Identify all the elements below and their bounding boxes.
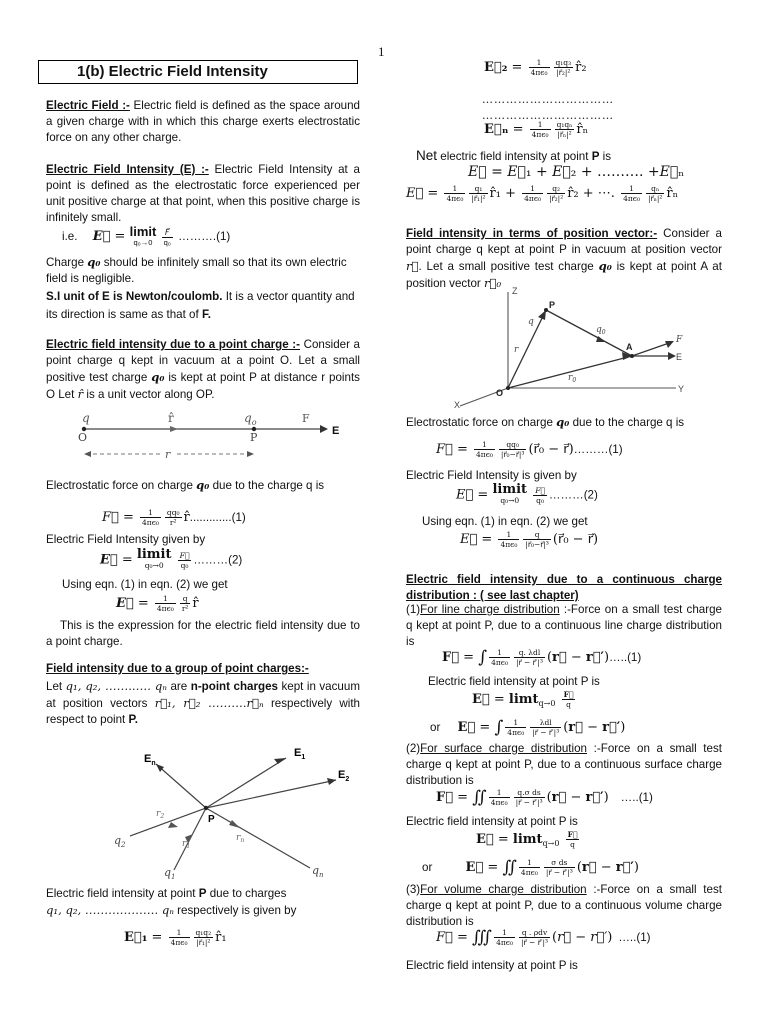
- pos-limit-tag: ………(2): [548, 488, 598, 502]
- net-field-line: [416, 148, 611, 165]
- group-rn-label: $r_n$: [236, 833, 245, 844]
- line-charge-text: :-Force on a small test charge q kept at point P, due to a continuous line charge distribution is: [406, 603, 722, 648]
- diagram-q-label: q: [82, 411, 90, 425]
- dots-line-1: ……………………………: [482, 93, 614, 106]
- group-r2-label: $r_2$: [156, 809, 165, 820]
- force-line-b: due to the charge q is: [212, 479, 325, 492]
- volume-charge-text: :-Force on a small test charge q kept at point P, due to a continuous volume charge distribution is: [406, 883, 722, 928]
- surface-field-equation: or E⃗ = ∬ $\frac{1}{\text{4πϵ₀}}$ $\frac{\text{σ ds}}{\text{|r⃗ − r⃗′|³}}$ (r⃗ − r⃗′): [422, 857, 639, 878]
- position-text-a: Consider a point charge q kept at point P in vacuum at position vector: [406, 227, 722, 256]
- due-to-paragraph: Electric field intensity at point P due to charges q₁, q₂, ………………. qₙ respectively is given by: [46, 887, 297, 917]
- volume-force-equation: F⃗ = ∭ $\frac{1}{\text{4πϵ₀}}$ $\frac{\text{q . ρdv}}{\text{|r⃗ − r⃗′|³}}$ (r⃗ − r⃗′) …..(1): [436, 927, 651, 948]
- line-field-equation: or E⃗ = ∫ $\frac{1}{\text{4πϵ₀}}$ $\frac{\text{λdl}}{\text{|r⃗ − r⃗′|³}}$ (r⃗ − r⃗′): [430, 717, 626, 738]
- volume-num: (3): [406, 883, 421, 896]
- diagram-r-label: r: [165, 448, 171, 461]
- diagram-rhat-label: r̂: [168, 411, 174, 425]
- group-E2-label: $E_2$: [338, 769, 350, 783]
- due-to-b: due to charges: [209, 887, 287, 900]
- group-E1-label: $E_1$: [294, 747, 306, 761]
- due-to-P: P: [198, 887, 207, 900]
- point-charge-heading: Electric field intensity due to a point charge :-: [46, 338, 300, 351]
- superposition-equation: E⃗ = E⃗₁ + E⃗₂ + ………. +E⃗ₙ: [468, 164, 685, 180]
- position-text-b: . Let a small positive test charge: [418, 260, 594, 273]
- charge-note: Charge q₀ should be infinitely small so that its own electric field is negligible.: [46, 255, 347, 285]
- position-vector-paragraph: Field intensity in terms of position vector:- Consider a point charge q kept at point P in vacuum at position vector r⃗. Let a small positive test charge q₀ is kept at point A at position vector r⃗₀: [406, 227, 722, 290]
- En-equation: E⃗ₙ = $\frac{1}{\text{4πϵ₀}}$ $\frac{\text{q₁qₙ}}{\text{|r⃗ₙ|²}}$ r̂ₙ: [484, 120, 589, 139]
- pos-q-label: q: [528, 317, 534, 327]
- electric-field-heading: Electric Field :-: [46, 99, 130, 112]
- section-title: 1(b) Electric Field Intensity: [38, 60, 358, 84]
- line-charge-label: For line charge distribution: [420, 603, 560, 616]
- diagram-P-label: P: [250, 431, 258, 444]
- pos-Y-label: Y: [678, 384, 685, 394]
- pos-using-line: Using eqn. (1) in eqn. (2) we get: [422, 515, 588, 528]
- surface-or: or: [422, 861, 433, 874]
- surface-force-tag: …..(1): [620, 791, 653, 804]
- line-force-equation: F⃗ = ∫ $\frac{1}{\text{4πϵ₀}}$ $\frac{\text{q. λdl}}{\text{|r⃗ − r⃗′|³}}$ (r⃗ − r⃗′)…..(1): [442, 647, 642, 668]
- point-charge-line-diagram: [76, 408, 366, 472]
- dots-line-2: ……………………………: [482, 109, 614, 122]
- pos-force-line: Electrostatic force on charge q₀ due to the charge q is: [406, 415, 685, 429]
- efi-paragraph: [46, 162, 360, 226]
- diagram-arrowhead: [320, 425, 328, 433]
- si-unit-F: F.: [201, 308, 211, 321]
- volume-efi-at-P: Electric field intensity at point P is: [406, 959, 578, 972]
- due-to-c: respectively is given by: [177, 904, 297, 917]
- pos-given-line: Electric Field Intensity is given by: [406, 469, 577, 482]
- surface-efi-at-P: Electric field intensity at point P is: [406, 815, 578, 828]
- line-efi-at-P: Electric field intensity at point P is: [428, 675, 600, 688]
- continuous-heading-text: Electric field intensity due to a continuous charge distribution : ( see last chapter): [406, 573, 722, 602]
- arrow-En: [156, 764, 206, 808]
- group-heading: [46, 661, 309, 677]
- volume-force-tag: …..(1): [618, 931, 651, 944]
- group-text-c: kept in vacuum at position vectors: [46, 680, 360, 710]
- diagram-F-label: F: [302, 412, 310, 425]
- pos-P-label: P: [549, 300, 556, 310]
- pos-r-label: r: [514, 345, 519, 355]
- pos-limit-equation: E⃗ = limit q₀→0 $\frac{F⃗}{\text{q₀}}$ ………(2): [456, 482, 598, 505]
- diagram-unit-arrow: [170, 426, 178, 432]
- pos-field-equation: E⃗ = $\frac{1}{\text{4πϵ₀}}$ $\frac{q}{\text{|r⃗₀−r⃗|³}}$ (r⃗₀ − r⃗): [460, 530, 599, 549]
- efi-heading: Electric Field Intensity (E) :-: [46, 163, 209, 176]
- due-to-a: Electric field intensity at point: [46, 887, 196, 900]
- si-unit-paragraph: [46, 288, 360, 324]
- continuous-heading: [406, 572, 722, 604]
- position-text-c: is kept at point A at position vector: [406, 260, 722, 290]
- group-npoint: n-point charges: [190, 680, 278, 693]
- group-P: P.: [128, 713, 138, 726]
- efi-definition-equation: i.e. E⃗ = limit q₀→0 $\frac{F⃗}{\text{q₀}}$ ……….(1): [62, 224, 231, 247]
- surface-charge-text: :-Force on a small test charge q kept at point P, due to a continuous surface charge distribution is: [406, 742, 722, 787]
- surface-charge-label: For surface charge distribution: [420, 742, 588, 755]
- position-vector-diagram: [446, 284, 716, 410]
- group-text-d: respectively with respect to point: [46, 697, 360, 726]
- line-or: or: [430, 721, 441, 734]
- eq1-tag: ……….(1): [178, 230, 231, 244]
- pos-force-a: Electrostatic force on charge: [406, 416, 553, 429]
- net-P: P: [591, 150, 600, 163]
- vector-P-to-A: [546, 310, 632, 356]
- point-charge-text-c: is a unit vector along OP.: [86, 388, 215, 401]
- group-P-label: P: [208, 814, 215, 825]
- vector-r0: [508, 356, 632, 388]
- net-text: electric field intensity at point: [440, 150, 589, 163]
- line-r2: [130, 808, 206, 836]
- force-line-a: Electrostatic force on charge: [46, 479, 193, 492]
- net-field-expanded-equation: E⃗ = $\frac{1}{\text{4πϵ₀}}$ $\frac{\text{q₁}}{\text{|r⃗₁|²}}$ r̂₁ + $\frac{1}{\text{4πϵ₀}}$ $\frac{\text{q₂}}{\text{|r⃗₂|²}}$ r̂₂ + ⋯. $\frac{1}{\text{4πϵ₀}}$ $\frac{\text{qₙ}}{\text{|r⃗ₙ|²}}$ r̂ₙ: [406, 184, 679, 203]
- volume-charge-paragraph: [406, 882, 722, 930]
- group-qn-label: $q_n$: [312, 864, 324, 879]
- field-limit-equation: E⃗ = limit q₀→0 $\frac{F⃗}{\text{q₀}}$ ………(2): [100, 547, 243, 570]
- surface-num: (2): [406, 742, 421, 755]
- net-word: Net: [416, 148, 438, 163]
- pos-force-tag: ………(1): [573, 443, 623, 456]
- coulomb-force-equation: F⃗ = $\frac{1}{\text{4πϵ₀}}$ $\frac{\text{qq₀}}{\text{r²}}$ r̂.............(1): [102, 508, 246, 527]
- pos-X-label: X: [454, 400, 461, 410]
- point-charge-text-b: is kept at point P at distance r points O Let: [46, 371, 360, 401]
- pos-O-label: O: [496, 388, 504, 398]
- group-heading-text: Field intensity due to a group of point charges:-: [46, 662, 309, 675]
- pos-r0-label: $r_0$: [568, 373, 577, 384]
- point-charge-text-a: Consider a point charge q kept in vacuum at a point O. Let a small positive test charge: [46, 338, 360, 384]
- surface-limit-equation: E⃗ = limt$_{q\to 0}$ $\frac{F⃗}{q}$: [476, 830, 578, 849]
- si-unit-heading: S.I unit of E is Newton/coulomb.: [46, 290, 223, 303]
- E1-equation: E⃗₁ = $\frac{1}{\text{4πϵ₀}}$ $\frac{\text{q₁q₂}}{\text{|r⃗₁|²}}$ r̂₁: [124, 928, 227, 947]
- group-charges-diagram: [86, 740, 356, 880]
- diagram-O-label: O: [78, 431, 88, 444]
- group-paragraph: Let q₁, q₂, ……..…. qₙ are n-point charges kept in vacuum at position vectors r⃗₁, r⃗₂ ……….r⃗ₙ respectively with respect to point P.: [46, 679, 360, 726]
- group-q1-label: $q_1$: [164, 866, 176, 880]
- pos-E-label: E: [676, 352, 683, 362]
- pos-force-b: due to the charge q is: [572, 416, 685, 429]
- line-num: (1): [406, 603, 421, 616]
- line-charge-paragraph: [406, 602, 722, 650]
- surface-charge-paragraph: [406, 741, 722, 789]
- si-unit-text: It is a vector quantity and its direction is same as that of: [46, 290, 355, 321]
- group-text-a: Let: [46, 680, 63, 693]
- pos-force-equation: F⃗ = $\frac{1}{\text{4πϵ₀}}$ $\frac{\text{qq₀}}{\text{|r⃗₀−r⃗|³}}$ (r⃗₀ − r⃗)………(1): [436, 440, 623, 459]
- arrow-E2: [206, 780, 336, 808]
- field-limit-tag: ………(2): [193, 553, 243, 567]
- pos-A-label: A: [626, 342, 633, 352]
- point-charge-paragraph: Electric field intensity due to a point charge :- Consider a point charge q kept in vacuum at a point O. Let a small positive test charge q₀ is kept at point P at distance r points O Let r̂ is a unit vector along OP.: [46, 338, 360, 401]
- ie-label: i.e.: [62, 230, 78, 244]
- E2-equation: E⃗₂ = $\frac{1}{\text{4πϵ₀}}$ $\frac{\text{q₁q₃}}{\text{|r⃗₂|²}}$ r̂₂: [484, 58, 587, 77]
- expression-note: This is the expression for the electric field intensity due to a point charge.: [46, 619, 360, 648]
- charge-note-a: Charge: [46, 256, 85, 269]
- pos-q0-label: $q_0$: [596, 325, 606, 336]
- page-number: 1: [378, 44, 385, 59]
- line-limit-equation: E⃗ = limt$_{q\to 0}$ $\frac{F⃗}{q}$: [472, 690, 574, 709]
- using-line: Using eqn. (1) in eqn. (2) we get: [62, 578, 228, 591]
- group-r1-label: $r_1$: [182, 839, 191, 850]
- net-is: is: [602, 150, 612, 163]
- point-P: [204, 806, 208, 810]
- arrow-E1: [206, 758, 286, 808]
- coulomb-eq-tag: .............(1): [189, 511, 246, 524]
- line-rn: [206, 808, 310, 868]
- group-text-b: are: [170, 680, 188, 693]
- pos-Z-label: Z: [512, 286, 518, 296]
- efi-text: Electric Field Intensity at a point is defined as the electrostatic force experienced per unit positive charge at that point, when this positive charge is infinitely small.: [46, 163, 360, 224]
- line-force-tag: …..(1): [609, 651, 642, 664]
- charge-note-b: should be infinitely small so that its own electric field is negligible.: [46, 256, 347, 285]
- surface-force-equation: F⃗ = ∬ $\frac{1}{\text{4πϵ₀}}$ $\frac{\text{q.σ ds}}{\text{|r⃗ − r⃗′|³}}$ (r⃗ − r⃗′) …..(1): [436, 787, 653, 808]
- electric-field-paragraph: [46, 98, 360, 146]
- diagram-q0-label: $q_o$: [244, 411, 257, 427]
- diagram-E-label: E: [332, 425, 340, 437]
- volume-charge-label: For volume charge distribution: [420, 883, 587, 896]
- position-vector-heading: Field intensity in terms of position vector:-: [406, 227, 658, 240]
- group-En-label: $E_n$: [144, 753, 156, 767]
- group-q2-label: $q_2$: [114, 834, 126, 849]
- force-line: Electrostatic force on charge q₀ due to the charge q is: [46, 478, 325, 492]
- pos-F-label: F: [676, 335, 683, 345]
- electric-field-text: Electric field is defined as the space around a given charge with in which this charge exerts electrostatic force on any other charge.: [46, 99, 361, 144]
- point-charge-field-equation: E⃗ = $\frac{1}{\text{4πϵ₀}}$ $\frac{q}{\text{r²}}$ r̂: [116, 594, 199, 613]
- vector-F: [632, 342, 672, 356]
- given-by-line: Electric Field Intensity given by: [46, 533, 206, 546]
